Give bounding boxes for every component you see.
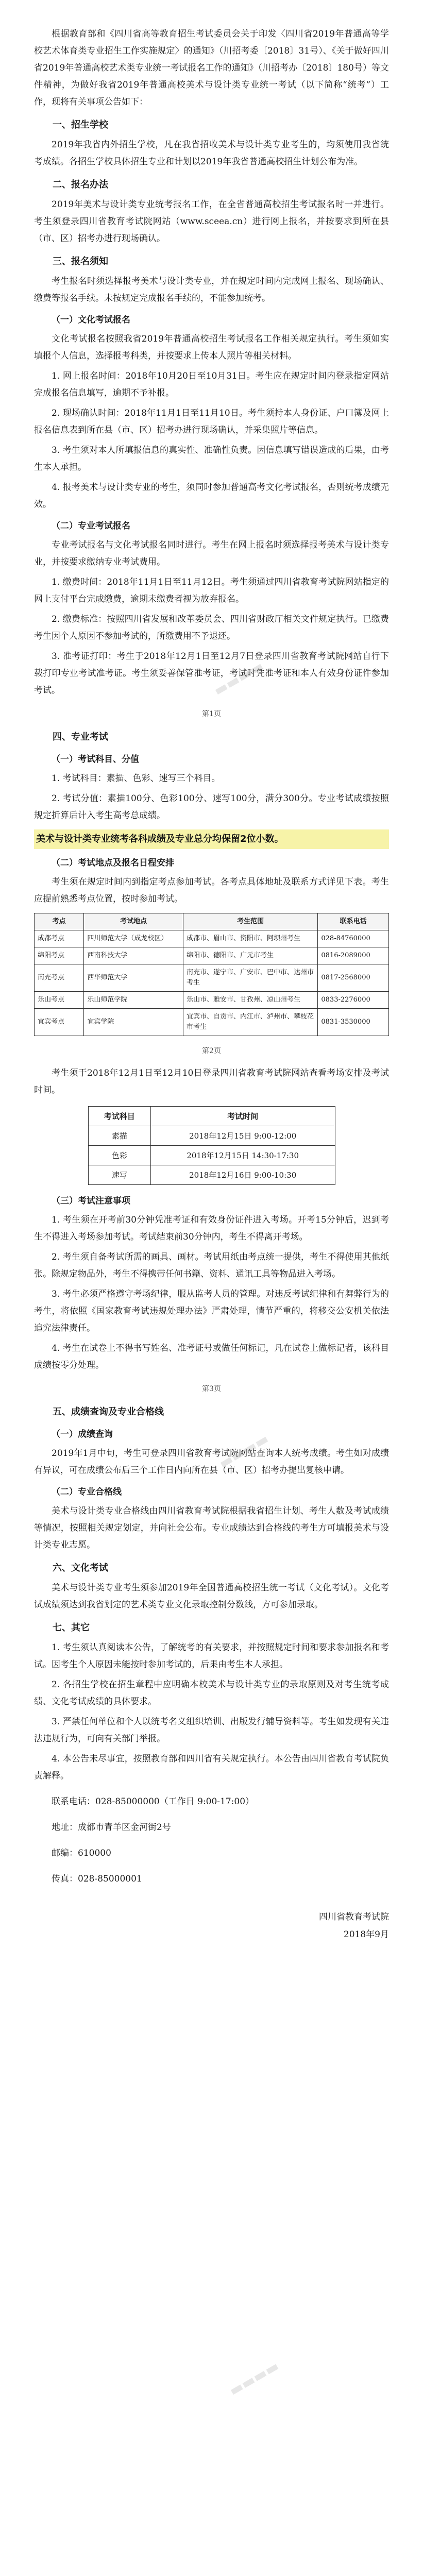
table-cell: 南充市、遂宁市、广安市、巴中市、达州市考生 bbox=[183, 964, 317, 992]
contact-address: 地址：成都市青羊区金河街2号 bbox=[52, 1822, 171, 1833]
section-3-1-item: 3. 考生须对本人所填报信息的真实性、准确性负责。因信息填写错误造成的后果，由考生本人承担。 bbox=[34, 445, 389, 472]
section-3-1-item: 2. 现场确认时间：2018年11月1日至11月10日。考生须持本人身份证、户口簿及网上报名信息表到所在县（市、区）招考办进行现场确认，并采集照片等信息。 bbox=[34, 408, 389, 435]
page-number: 第2页 bbox=[202, 1047, 221, 1055]
table-row bbox=[35, 964, 389, 992]
section-2-paragraph: 2019年美术与设计类专业统考报名工作，在全省普通高校招生考试报名时一并进行。考生须登录四川省教育考试院网站（www.sceea.cn）进行网上报名，并按要求到所在县（市、区）招考办进行现场确认。 bbox=[34, 199, 389, 244]
section-4-3-item: 3. 考生必须严格遵守考场纪律，服从监考人员的管理。对违反考试纪律和有舞弊行为的考生，将依照《国家教育考试违规处理办法》严肃处理，情节严重的，将移交公安机关依法追究法律责任。 bbox=[34, 1289, 389, 1333]
table-cell: 028-84760000 bbox=[318, 930, 389, 947]
section-4-1-item: 1. 考试科目：素描、色彩、速写三个科目。 bbox=[52, 773, 221, 784]
table-row bbox=[35, 930, 389, 947]
schedule-row bbox=[88, 1126, 335, 1146]
schedule-cell: 速写 bbox=[88, 1165, 150, 1185]
contact-phone: 联系电话：028-85000000（工作日 9:00-17:00） bbox=[52, 1797, 255, 1807]
table-cell: 0817-2568000 bbox=[318, 964, 389, 992]
table-cell: 0816-2089000 bbox=[318, 947, 389, 964]
table-cell: 乐山市、雅安市、甘孜州、凉山州考生 bbox=[183, 992, 317, 1009]
section-4-2-note: 考生须于2018年12月1日至12月10日登录四川省教育考试院网站查看考场安排及考试时间。 bbox=[34, 1068, 389, 1095]
section-3-1-heading: （一）文化考试报名 bbox=[52, 315, 130, 325]
section-4-3-item: 1. 考生须在开考前30分钟凭准考证和有效身份证件进入考场。开考15分钟后，迟到考生不得进入考场参加考试。考试结束前30分钟内，考生不得离开考场。 bbox=[34, 1215, 389, 1242]
intro-paragraph: 根据教育部和《四川省高等教育招生考试委员会关于印发〈四川省2019年普通高等学校艺术体育类专业招生工作实施规定〉的通知》（川招考委〔2018〕31号）、《关于做好四川省2019年普通高校艺术类专业统一考试报名工作的通知》（川招考办〔2018〕180号）等文件精神，为做好我省2019年普通高校美术与设计类专业统一考试（以下简称“统考”）工作，现将有关事项公告如下： bbox=[34, 29, 389, 107]
section-3-2-item: 2. 缴费标准：按照四川省发展和改革委员会、四川省财政厅相关文件规定执行。已缴费考生因个人原因不参加考试的，所缴费用不予退还。 bbox=[34, 614, 389, 641]
table-cell: 成都考点 bbox=[35, 930, 84, 947]
section-4-1-heading: （一）考试科目、分值 bbox=[52, 754, 139, 765]
table-row bbox=[35, 1009, 389, 1036]
schedule-header-cell: 考试科目 bbox=[88, 1107, 150, 1126]
schedule-cell: 色彩 bbox=[88, 1146, 150, 1165]
section-7-item: 2. 各招生学校在招生章程中应明确本校美术与设计类专业的录取原则及对考生统考成绩、文化考试成绩的具体要求。 bbox=[34, 1680, 389, 1707]
page-number: 第3页 bbox=[202, 1385, 221, 1393]
section-6-paragraph: 美术与设计类专业考生须参加2019年全国普通高校招生统一考试（文化考试）。文化考试成绩须达到我省划定的艺术类专业文化录取控制分数线，方可参加录取。 bbox=[34, 1583, 389, 1610]
section-5-heading: 五、成绩查询及专业合格线 bbox=[53, 1406, 164, 1417]
schedule-header-cell: 考试时间 bbox=[150, 1107, 335, 1126]
table-header-cell: 联系电话 bbox=[318, 913, 389, 930]
schedule-header-row bbox=[88, 1107, 335, 1126]
exam-site-table bbox=[34, 913, 389, 1036]
table-row bbox=[35, 947, 389, 964]
section-3-2-item: 1. 缴费时间：2018年11月1日至11月12日。考生须通过四川省教育考试院网站指定的网上支付平台完成缴费，逾期未缴费者视为放弃报名。 bbox=[34, 577, 389, 604]
section-7-heading: 七、其它 bbox=[53, 1622, 90, 1633]
section-4-2-paragraph: 考生须在规定时间内到指定考点参加考试。各考点具体地址及联系方式详见下表。考生应提前熟悉考点位置，按时参加考试。 bbox=[34, 877, 389, 904]
schedule-cell: 素描 bbox=[88, 1126, 150, 1146]
schedule-cell: 2018年12月15日 9:00-12:00 bbox=[150, 1126, 335, 1146]
contact-fax: 传真：028-85000001 bbox=[52, 1874, 142, 1884]
table-cell: 乐山考点 bbox=[35, 992, 84, 1009]
table-row bbox=[35, 992, 389, 1009]
exam-schedule-table bbox=[88, 1106, 335, 1185]
table-cell: 南充考点 bbox=[35, 964, 84, 992]
section-3-2-heading: （二）专业考试报名 bbox=[52, 521, 130, 531]
table-header-cell: 考生范围 bbox=[183, 913, 317, 930]
section-4-3-heading: （三）考试注意事项 bbox=[52, 1196, 130, 1206]
section-3-1-item: 1. 网上报名时间：2018年10月20日至10月31日。考生应在规定时间内登录指定网站完成报名信息填写，逾期不予补报。 bbox=[34, 371, 389, 398]
section-4-heading: 四、专业考试 bbox=[53, 732, 108, 742]
section-5-2-paragraph: 美术与设计类专业合格线由四川省教育考试院根据我省招生计划、考生人数及考试成绩等情况，按照相关规定划定，并向社会公布。专业成绩达到合格线的考生方可填报美术与设计类专业志愿。 bbox=[34, 1506, 389, 1550]
section-5-1-paragraph: 2019年1月中旬，考生可登录四川省教育考试院网站查询本人统考成绩。考生如对成绩有异议，可在成绩公布后三个工作日内向所在县（市、区）招考办提出复核申请。 bbox=[34, 1448, 389, 1476]
section-6-heading: 六、文化考试 bbox=[53, 1563, 108, 1573]
table-cell: 宜宾市、自贡市、内江市、泸州市、攀枝花市考生 bbox=[183, 1009, 317, 1036]
section-3-2-item: 3. 准考证打印：考生于2018年12月1日至12月7日登录四川省教育考试院网站自行下载打印专业考试准考证。考生须妥善保管准考证，考试时凭准考证和本人有效身份证件参加考试。 bbox=[34, 651, 389, 696]
section-4-2-heading: （二）考试地点及报名日程安排 bbox=[52, 858, 174, 868]
watermark-graphic: ▬▬▬▬ bbox=[210, 657, 266, 700]
table-header-cell: 考点 bbox=[35, 913, 84, 930]
section-3-1-item: 4. 报考美术与设计类专业的考生，须同时参加普通高考文化考试报名，否则统考成绩无效。 bbox=[34, 482, 389, 510]
table-cell: 宜宾学院 bbox=[84, 1009, 183, 1036]
table-cell: 西华师范大学 bbox=[84, 964, 183, 992]
schedule-cell: 2018年12月16日 9:00-10:30 bbox=[150, 1165, 335, 1185]
page-number: 第1页 bbox=[202, 710, 221, 718]
issuer-name: 四川省教育考试院 bbox=[319, 1912, 389, 1922]
section-4-1-item: 2. 考试分值：素描100分、色彩100分、速写100分，满分300分。专业考试成绩按照规定折算后计入考生高考总成绩。 bbox=[34, 793, 389, 821]
section-1-paragraph: 2019年我省内外招生学校，凡在我省招收美术与设计类专业考生的，均须使用我省统考成绩。各招生学校具体招生专业和计划以2019年我省普通高校招生计划公布为准。 bbox=[34, 140, 389, 167]
section-4-3-item: 4. 考生在试卷上不得书写姓名、准考证号或做任何标记，凡在试卷上做标记者，该科目成绩按零分处理。 bbox=[34, 1343, 389, 1370]
section-2-heading: 二、报名办法 bbox=[53, 179, 108, 190]
table-cell: 宜宾考点 bbox=[35, 1009, 84, 1036]
section-3-paragraph: 考生报名时须选择报考美术与设计类专业，并在规定时间内完成网上报名、现场确认、缴费等报名手续。未按规定完成报名手续的，不能参加统考。 bbox=[34, 276, 389, 303]
highlight-note: 美术与设计类专业统考各科成绩及专业总分均保留2位小数。 bbox=[34, 829, 389, 849]
table-cell: 绵阳市、德阳市、广元市考生 bbox=[183, 947, 317, 964]
issue-date: 2018年9月 bbox=[343, 1929, 389, 1940]
section-4-3-item: 2. 考生须自备考试所需的画具、画材。考试用纸由考点统一提供，考生不得使用其他纸张。除规定物品外，考生不得携带任何书籍、资料、通讯工具等物品进入考场。 bbox=[34, 1252, 389, 1279]
table-cell: 0831-3530000 bbox=[318, 1009, 389, 1036]
section-3-2-paragraph: 专业考试报名与文化考试报名同时进行。考生在网上报名时须选择报考美术与设计类专业，并按要求缴纳专业考试费用。 bbox=[34, 540, 389, 567]
section-7-item: 1. 考生须认真阅读本公告，了解统考的有关要求，并按照规定时间和要求参加报名和考试。因考生个人原因未能按时参加考试的，后果由考生本人承担。 bbox=[34, 1642, 389, 1670]
section-7-item: 3. 严禁任何单位和个人以统考名义组织培训、出版发行辅导资料等。考生如发现有关违法违规行为，可向有关部门举报。 bbox=[34, 1717, 389, 1744]
section-3-1-paragraph: 文化考试报名按照我省2019年普通高校招生考试报名工作相关规定执行。考生须如实填报个人信息，选择报考科类，并按要求上传本人照片等相关材料。 bbox=[34, 334, 389, 361]
table-cell: 四川师范大学（成龙校区） bbox=[84, 930, 183, 947]
watermark-graphic: ▬▬▬▬ bbox=[215, 1430, 272, 1472]
section-5-1-heading: （一）成绩查询 bbox=[52, 1429, 113, 1439]
contact-postcode: 邮编：610000 bbox=[52, 1848, 111, 1858]
watermark-graphic: ▬▬▬▬ bbox=[226, 2357, 282, 2400]
section-7-item: 4. 本公告未尽事宜，按照教育部和四川省有关规定执行。本公告由四川省教育考试院负责解释。 bbox=[34, 1754, 389, 1781]
table-cell: 成都市、眉山市、资阳市、阿坝州考生 bbox=[183, 930, 317, 947]
section-5-2-heading: （二）专业合格线 bbox=[52, 1487, 122, 1497]
table-cell: 西南科技大学 bbox=[84, 947, 183, 964]
schedule-cell: 2018年12月15日 14:30-17:30 bbox=[150, 1146, 335, 1165]
table-header-row bbox=[35, 913, 389, 930]
signature-block bbox=[34, 1908, 389, 1943]
section-3-heading: 三、报名须知 bbox=[53, 256, 108, 267]
table-header-cell: 考试地点 bbox=[84, 913, 183, 930]
table-cell: 绵阳考点 bbox=[35, 947, 84, 964]
table-cell: 乐山师范学院 bbox=[84, 992, 183, 1009]
table-cell: 0833-2276000 bbox=[318, 992, 389, 1009]
schedule-row bbox=[88, 1165, 335, 1185]
schedule-row bbox=[88, 1146, 335, 1165]
section-1-heading: 一、招生学校 bbox=[53, 120, 108, 130]
